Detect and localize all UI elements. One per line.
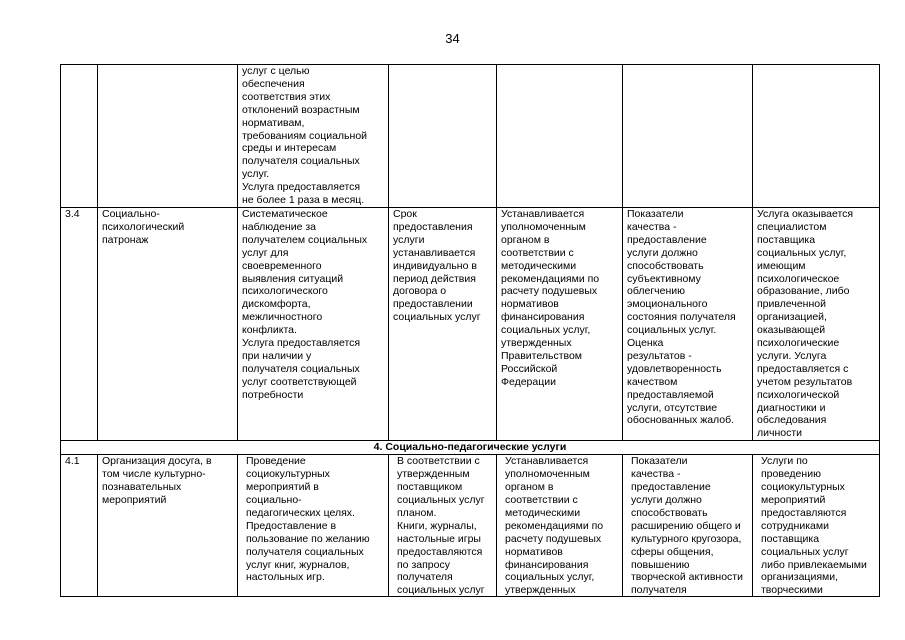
section-heading: 4. Социально-педагогические услуги	[61, 441, 880, 455]
cell-service-term	[389, 65, 497, 208]
table-row-continuation	[61, 65, 880, 208]
section-heading-row	[61, 441, 880, 455]
cell-number: 3.4	[61, 207, 98, 440]
cell-service-quality	[623, 65, 753, 208]
cell-number: 4.1	[61, 455, 98, 597]
cell-service-conditions: Услуга оказывается специалистом поставщика социальных услуг, имеющим психологическое образование, либо привлеченной организацией, оказывающей психологические услуги. Услуга предоставляется с учетом результатов психологической диагностики и обследования личности	[753, 207, 880, 440]
cell-service-quality: Показатели качества - предоставление услуги должно способствовать субъективному облегчению эмоционального состояния получателя социальных услуг. Оценка результатов - удовлетворенность качеством предоставляемой услуги, отсутствие обоснованных жалоб.	[623, 207, 753, 440]
page-number: 34	[445, 31, 460, 46]
cell-service-description: услуг с целью обеспечения соответствия этих отклонений возрастным нормативам, требованиям социальной среды и интересам получателя социальных услуг. Услуга предоставляется не более 1 раза в месяц.	[238, 65, 389, 208]
cell-number	[61, 65, 98, 208]
cell-service-name: Организация досуга, в том числе культурно- познавательных мероприятий	[98, 455, 238, 597]
cell-service-conditions: Услуги по проведению социокультурных мероприятий предоставляются сотрудниками поставщика социальных услуг либо привлекаемыми организациями, творческими	[761, 455, 867, 597]
cell-service-description: Систематическое наблюдение за получателем социальных услуг для своевременного выявления ситуаций психологического дискомфорта, межличностного конфликта. Услуга предоставляется при наличии у получателя социальных услуг соответствующей потребности	[238, 207, 389, 440]
table-row-3-4	[61, 207, 880, 440]
cell-service-quality: Показатели качества - предоставление услуги должно способствовать расширению общего и культурного кругозора, сферы общения, повышению творческой активности получателя	[631, 455, 743, 597]
cell-service-term: Срок предоставления услуги устанавливается индивидуально в период действия договора о предоставлении социальных услуг	[389, 207, 497, 440]
cell-service-name	[98, 65, 238, 208]
cell-service-norm: Устанавливается уполномоченным органом в соответствии с методическими рекомендациями по расчету подушевых нормативов финансирования социальных услуг, утвержденных Правительством Российской Федерации	[497, 207, 623, 440]
cell-service-term: В соответствии с утвержденным поставщиком социальных услуг планом. Книги, журналы, настольные игры предоставляются по запросу получателя социальных услуг	[397, 455, 485, 597]
cell-service-description: Проведение социокультурных мероприятий в социально- педагогических целях. Предоставление в пользование по желанию получателя социальных услуг книг, журналов, настольных игр.	[246, 455, 370, 584]
services-table	[60, 64, 880, 597]
cell-service-norm: Устанавливается уполномоченным органом в соответствии с методическими рекомендациями по расчету подушевых нормативов финансирования социальных услуг, утвержденных	[505, 455, 604, 597]
cell-service-name: Социально- психологический патронаж	[98, 207, 238, 440]
table-row-4-1	[61, 455, 880, 597]
cell-service-conditions	[753, 65, 880, 208]
cell-service-norm	[497, 65, 623, 208]
